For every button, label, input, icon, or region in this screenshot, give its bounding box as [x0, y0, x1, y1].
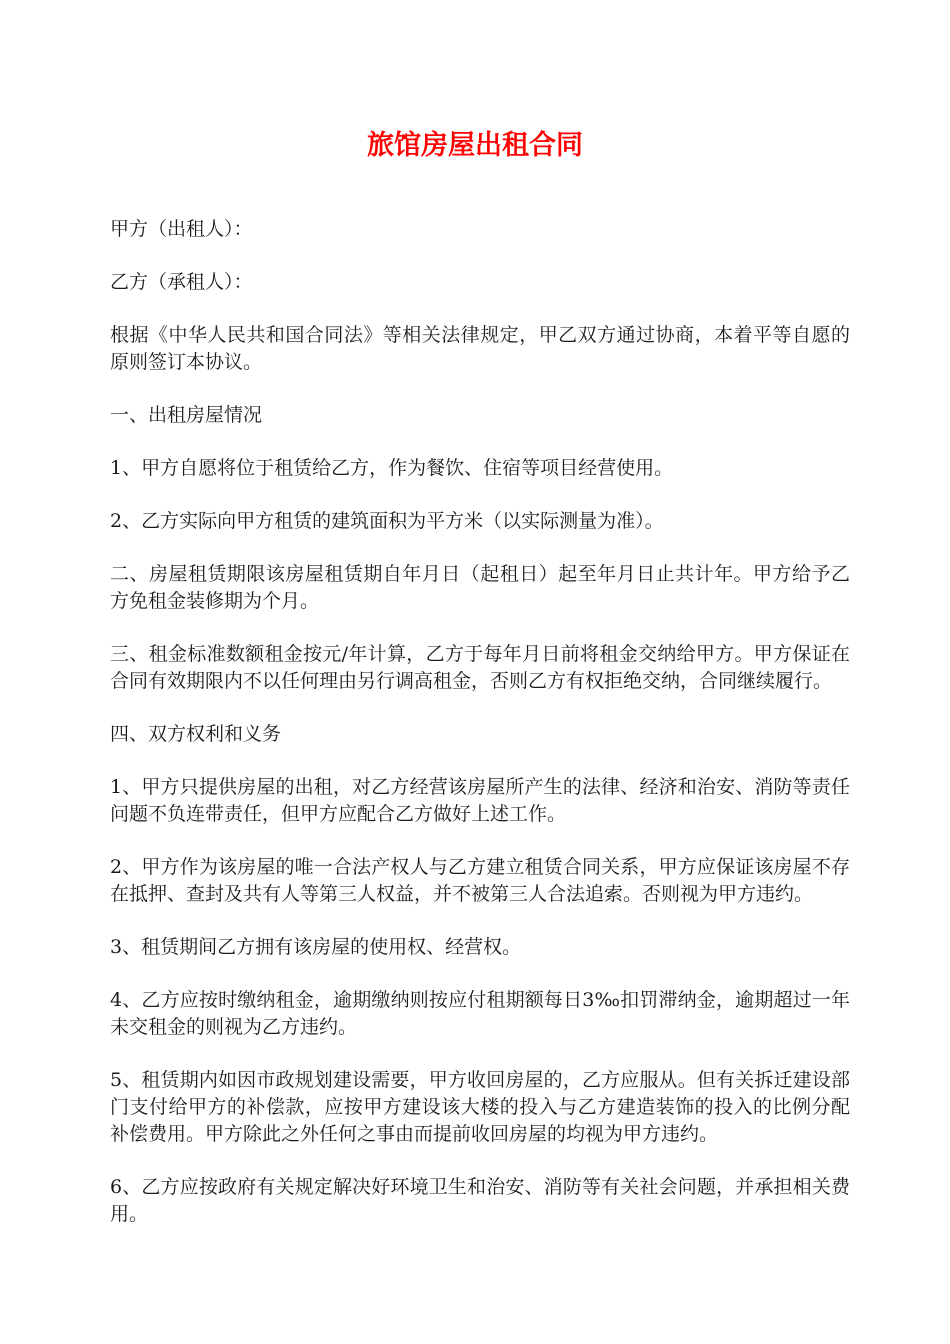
- clause-paragraph: 2、乙方实际向甲方租赁的建筑面积为平方米（以实际测量为准）。: [110, 510, 664, 532]
- clause-paragraph: 6、乙方应按政府有关规定解决好环境卫生和治安、消防等有关社会问题，并承担相关费用。: [110, 1176, 850, 1225]
- clause-paragraph: 5、租赁期内如因市政规划建设需要，甲方收回房屋的，乙方应服从。但有关拆迁建设部门支付给甲方的补偿款，应按甲方建设该大楼的投入与乙方建造装饰的投入的比例分配补偿费用。甲方除此之外任何之事由而提前收回房屋的均视为甲方违约。: [110, 1069, 850, 1145]
- document-body: [110, 216, 850, 1254]
- party-b-line: 乙方（承租人）：: [110, 271, 253, 293]
- document-title: 旅馆房屋出租合同: [367, 130, 583, 161]
- clause-paragraph: 2、甲方作为该房屋的唯一合法产权人与乙方建立租赁合同关系，甲方应保证该房屋不存在抵押、查封及共有人等第三人权益，并不被第三人合法追索。否则视为甲方违约。: [110, 856, 850, 905]
- section-paragraph-3: 三、租金标准数额租金按元/年计算，乙方于每年月日前将租金交纳给甲方。甲方保证在合同有效期限内不以任何理由另行调高租金，否则乙方有权拒绝交纳，合同继续履行。: [110, 643, 850, 692]
- party-a-line: 甲方（出租人）：: [110, 218, 253, 240]
- preamble-paragraph: 根据《中华人民共和国合同法》等相关法律规定，甲乙双方通过协商，本着平等自愿的原则签订本协议。: [110, 324, 850, 373]
- clause-paragraph: 3、租赁期间乙方拥有该房屋的使用权、经营权。: [110, 936, 522, 958]
- section-paragraph-2: 二、房屋租赁期限该房屋租赁期自年月日（起租日）起至年月日止共计年。甲方给予乙方免租金装修期为个月。: [110, 563, 850, 612]
- section-heading-1: 一、出租房屋情况: [110, 404, 263, 426]
- clause-paragraph: 4、乙方应按时缴纳租金，逾期缴纳则按应付租期额每日3‰扣罚滞纳金，逾期超过一年未交租金的则视为乙方违约。: [110, 989, 850, 1038]
- clause-paragraph: 1、甲方自愿将位于租赁给乙方，作为餐饮、住宿等项目经营使用。: [110, 457, 674, 479]
- section-heading-4: 四、双方权利和义务: [110, 723, 282, 745]
- clause-paragraph: 1、甲方只提供房屋的出租，对乙方经营该房屋所产生的法律、经济和治安、消防等责任问题不负连带责任，但甲方应配合乙方做好上述工作。: [110, 776, 850, 825]
